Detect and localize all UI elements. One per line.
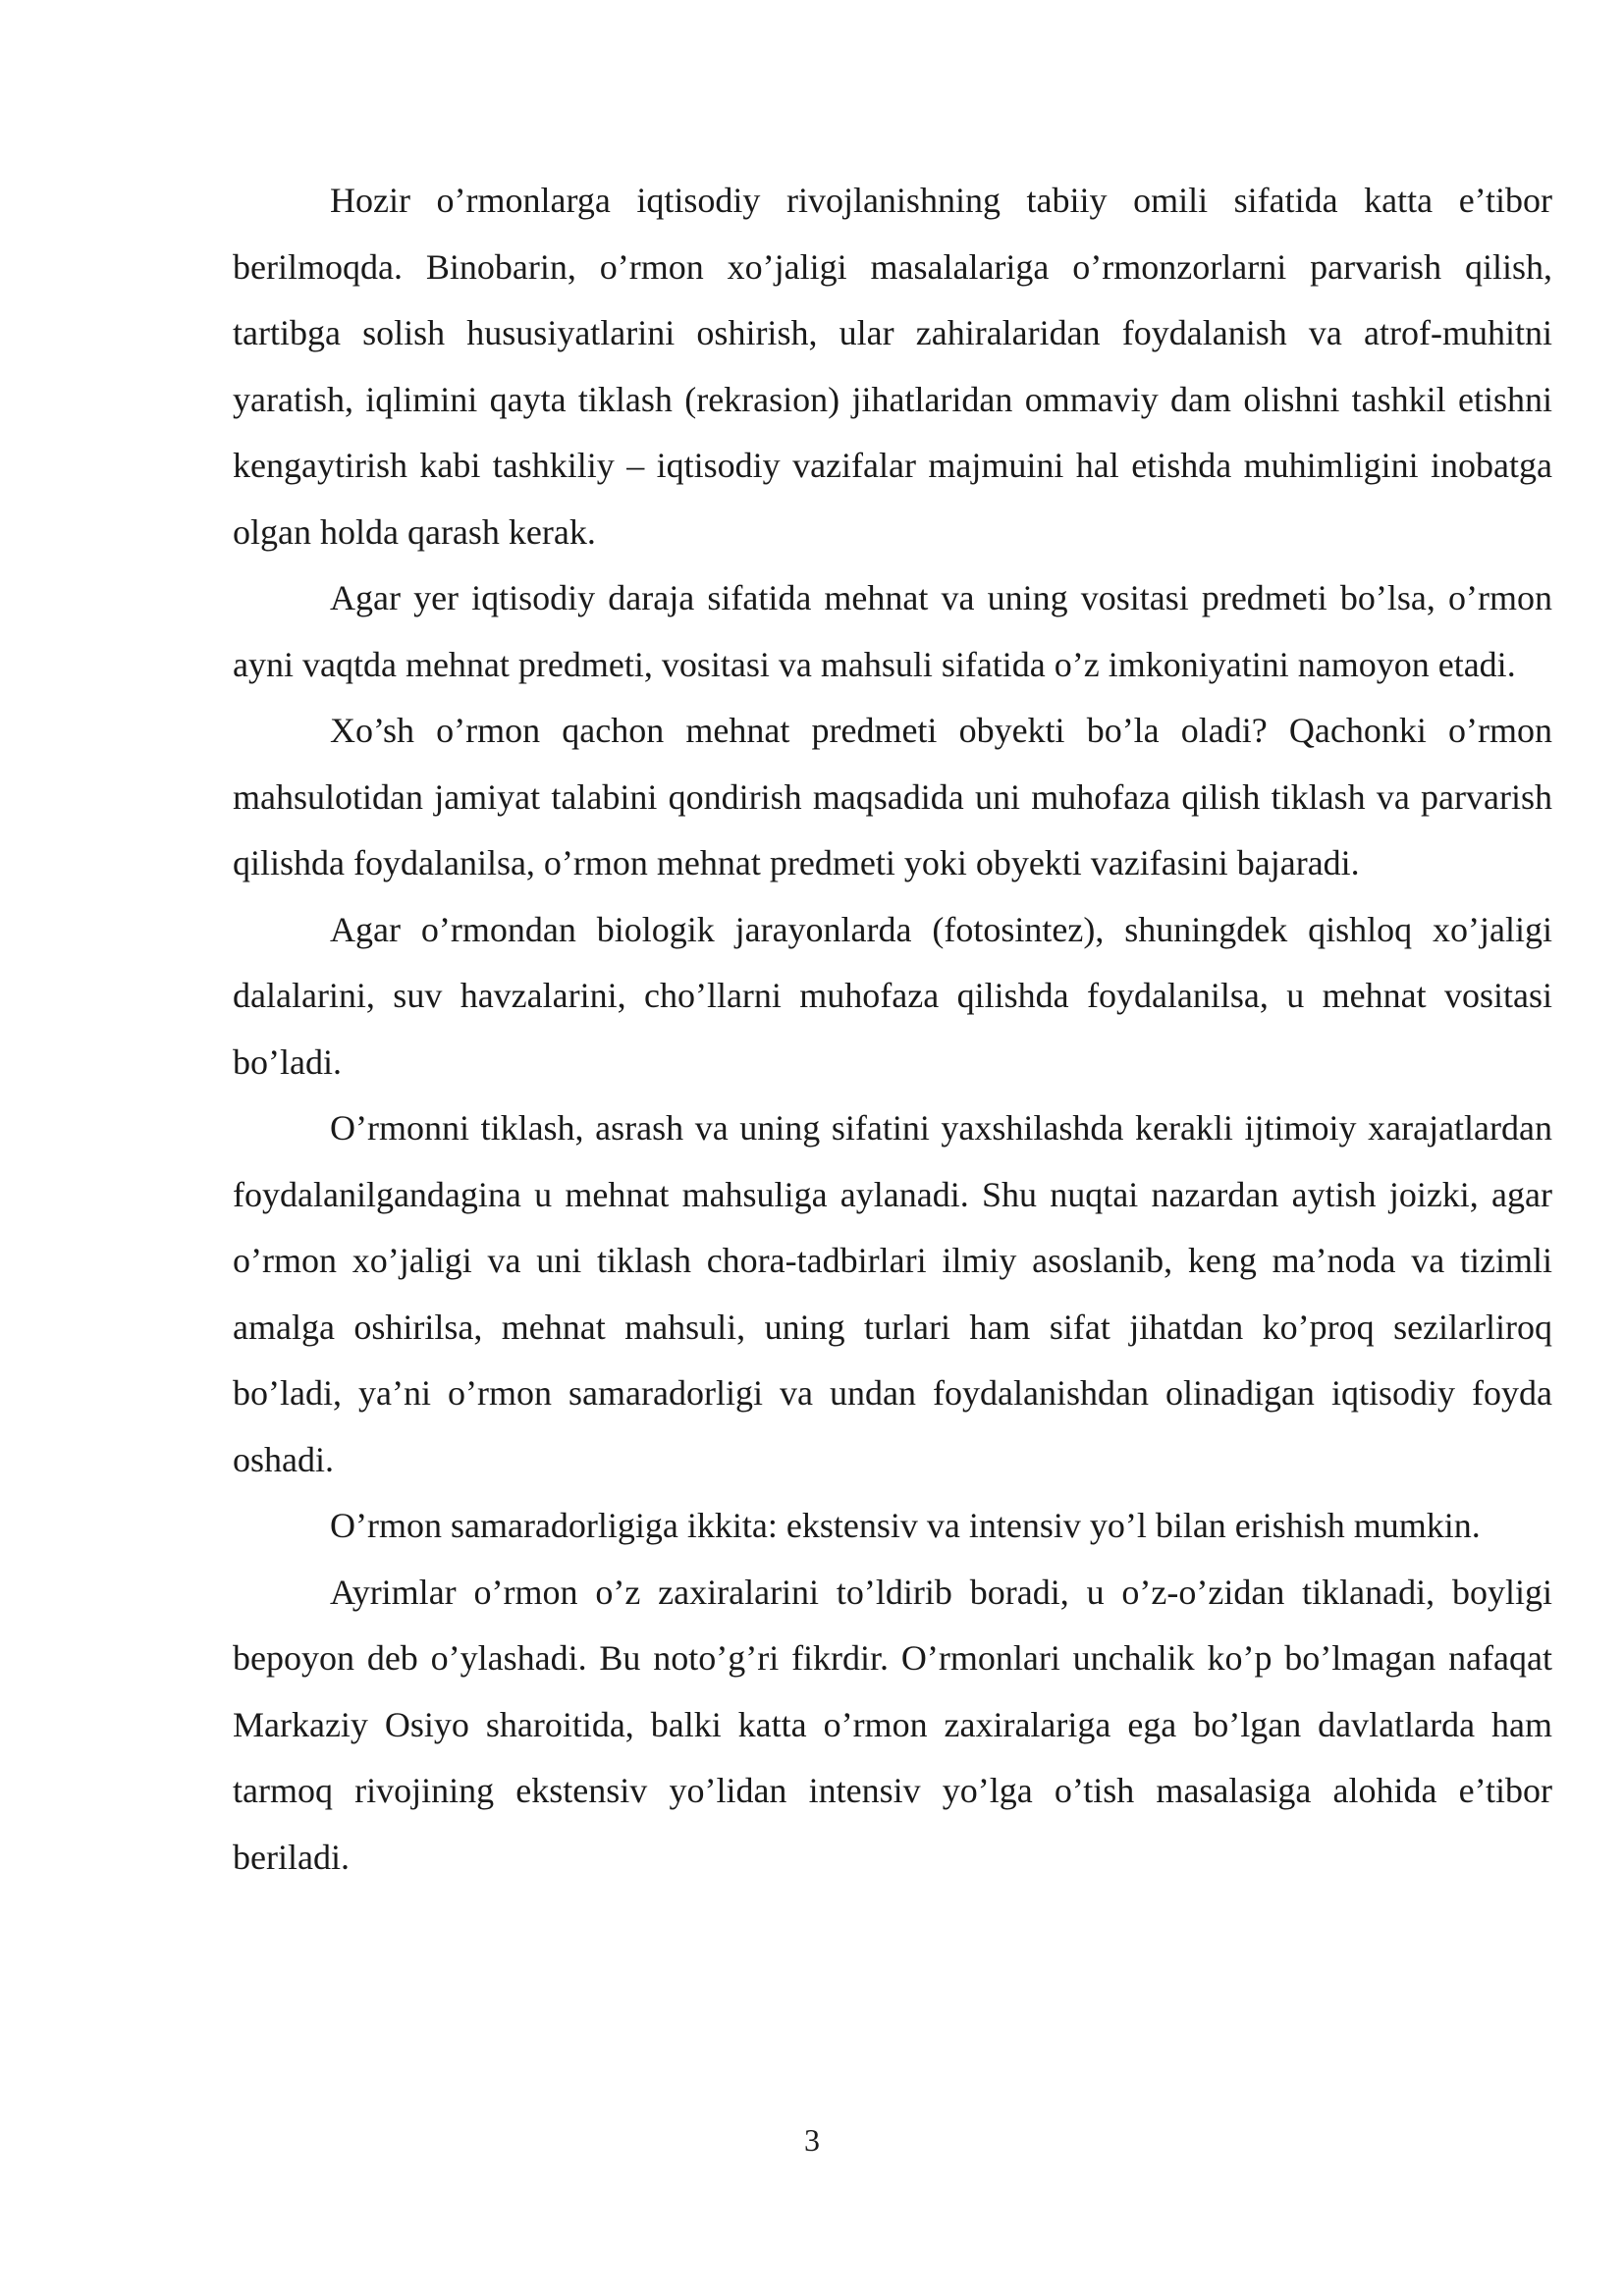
paragraph-6: O’rmon samaradorligiga ikkita: ekstensiv va intensiv yo’l bilan erishish mumkin. (330, 1506, 1481, 1545)
page-number: 3 (804, 2122, 820, 2158)
paragraph-1: Hozir o’rmonlarga iqtisodiy rivojlanishning tabiiy omili sifatida katta e’tibor berilmoqda. Binobarin, o’rmon xo’jaligi masalalariga o’rmonzorlarni parvarish qilish, tartibga solish hususiyatlarini oshirish, ular zahiralaridan foydalanish va atrof-muhitni yaratish, iqlimini qayta tiklash (rekrasion) jihatlaridan ommaviy dam olishni tashkil etishni kengaytirish kabi tashkiliy – iqtisodiy vazifalar majmuini hal etishda muhimligini inobatga olgan holda qarash kerak. (233, 181, 1552, 552)
paragraph-2: Agar yer iqtisodiy daraja sifatida mehnat va uning vositasi predmeti bo’lsa, o’rmon ayni vaqtda mehnat predmeti, vositasi va mahsuli sifatida o’z imkoniyatini namoyon etadi. (233, 578, 1552, 684)
paragraph-7: Ayrimlar o’rmon o’z zaxiralarini to’ldirib boradi, u o’z-o’zidan tiklanadi, boyligi bepoyon deb o’ylashadi. Bu noto’g’ri fikrdir. O’rmonlari unchalik ko’p bo’lmagan nafaqat Markaziy Osiyo sharoitida, balki katta o’rmon zaxiralariga ega bo’lgan davlatlarda ham tarmoq rivojining ekstensiv yo’lidan intensiv yo’lga o’tish masalasiga alohida e’tibor beriladi. (233, 1572, 1552, 1877)
paragraph-4: Agar o’rmondan biologik jarayonlarda (fotosintez), shuningdek qishloq xo’jaligi dalalarini, suv havzalarini, cho’llarni muhofaza qilishda foydalanilsa, u mehnat vositasi bo’ladi. (233, 909, 1552, 1082)
paragraph-5: O’rmonni tiklash, asrash va uning sifatini yaxshilashda kerakli ijtimoiy xarajatlardan foydalanilgandagina u mehnat mahsuliga aylanadi. Shu nuqtai nazardan aytish joizki, agar o’rmon xo’jaligi va uni tiklash chora-tadbirlari ilmiy asoslanib, keng ma’noda va tizimli amalga oshirilsa, mehnat mahsuli, uning turlari ham sifat jihatdan ko’proq sezilarliroq bo’ladi, ya’ni o’rmon samaradorligi va undan foydalanishdan olinadigan iqtisodiy foyda oshadi. (233, 1108, 1552, 1479)
document-body (233, 168, 1552, 1891)
paragraph-3: Xo’sh o’rmon qachon mehnat predmeti obyekti bo’la oladi? Qachonki o’rmon mahsulotidan jamiyat talabini qondirish maqsadida uni muhofaza qilish tiklash va parvarish qilishda foydalanilsa, o’rmon mehnat predmeti yoki obyekti vazifasini bajaradi. (233, 711, 1552, 882)
